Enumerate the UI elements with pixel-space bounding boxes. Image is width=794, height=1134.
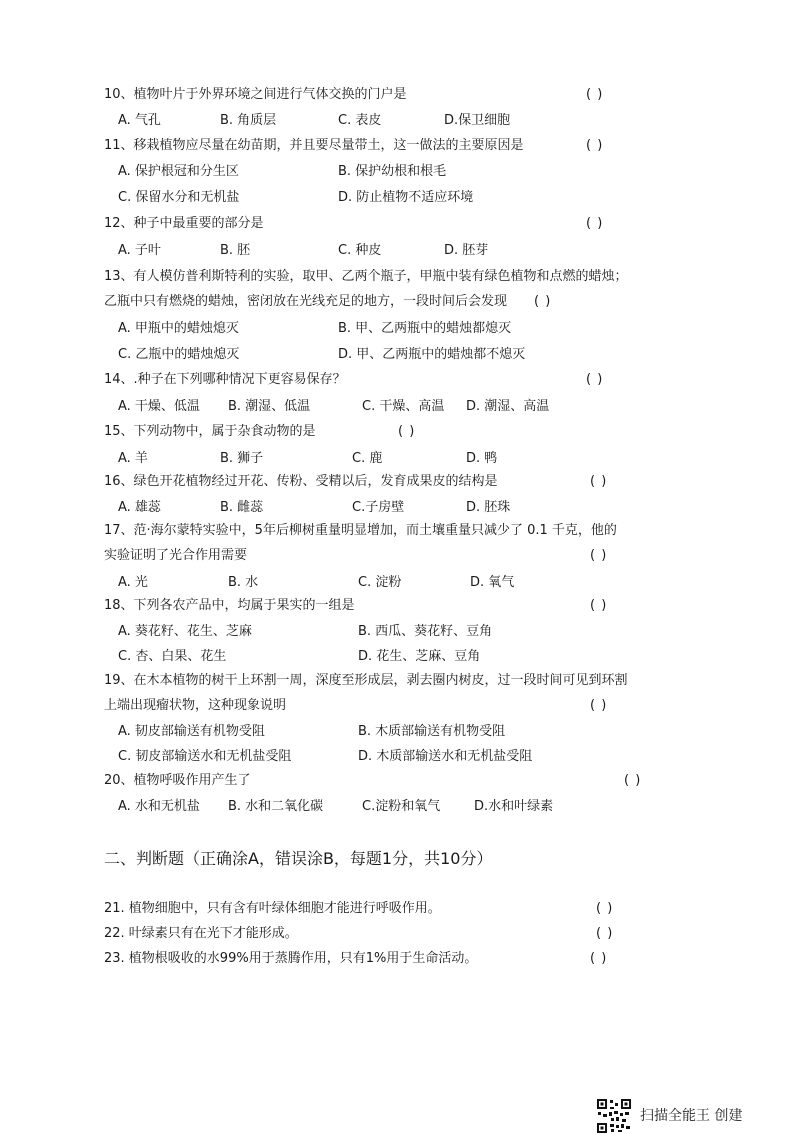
options-row bbox=[118, 497, 778, 519]
option-b: B. 西瓜、葵花籽、豆角 bbox=[358, 624, 493, 639]
option-b: B. 保护幼根和根毛 bbox=[338, 164, 447, 179]
question-stem: 18、下列各农产品中，均属于果实的一组是 bbox=[104, 598, 355, 613]
option-d: D. 花生、芝麻、豆角 bbox=[358, 649, 481, 664]
question-stem: 14、.种子在下列哪种情况下更容易保存？ bbox=[104, 372, 346, 387]
qr-code-icon bbox=[596, 1098, 632, 1134]
option-d: D. 胚珠 bbox=[466, 500, 511, 515]
options-row bbox=[118, 187, 778, 209]
options-row bbox=[118, 448, 778, 470]
option-b: B. 水和二氧化碳 bbox=[228, 799, 324, 814]
question-10 bbox=[104, 84, 764, 106]
options-row bbox=[118, 161, 778, 183]
judge-text: 23. 植物根吸收的水99%用于蒸腾作用，只有1%用于生命活动。 bbox=[104, 951, 478, 966]
options-row bbox=[118, 110, 778, 132]
option-d: D. 甲、乙两瓶中的蜡烛都不熄灭 bbox=[338, 347, 526, 362]
option-b: B. 水 bbox=[228, 575, 259, 590]
option-b: B. 狮子 bbox=[220, 451, 264, 466]
option-c: C.子房壁 bbox=[352, 500, 405, 515]
judge-text: 21. 植物细胞中，只有含有叶绿体细胞才能进行呼吸作用。 bbox=[104, 901, 441, 916]
question-11 bbox=[104, 135, 764, 157]
answer-paren: ( ) bbox=[586, 372, 604, 387]
option-d: D.水和叶绿素 bbox=[474, 799, 554, 814]
options-row bbox=[118, 746, 778, 768]
answer-paren: ( ) bbox=[586, 138, 604, 153]
option-a: A. 光 bbox=[118, 575, 148, 590]
option-a: A. 雄蕊 bbox=[118, 500, 161, 515]
option-b: B. 角质层 bbox=[220, 113, 277, 128]
answer-paren: ( ) bbox=[534, 294, 552, 309]
option-a: A. 气孔 bbox=[118, 113, 161, 128]
options-row bbox=[118, 646, 778, 668]
question-15 bbox=[104, 421, 764, 443]
option-a: A. 子叶 bbox=[118, 243, 161, 258]
question-12 bbox=[104, 213, 764, 235]
judge-item-22 bbox=[104, 923, 764, 945]
answer-paren: ( ) bbox=[590, 548, 608, 563]
option-b: B. 胚 bbox=[220, 243, 251, 258]
question-stem: 16、绿色开花植物经过开花、传粉、受精以后，发育成果皮的结构是 bbox=[104, 474, 498, 489]
option-d: D. 氧气 bbox=[470, 575, 515, 590]
option-a: A. 羊 bbox=[118, 451, 148, 466]
option-a: A. 水和无机盐 bbox=[118, 799, 200, 814]
question-stem: 12、种子中最重要的部分是 bbox=[104, 216, 264, 231]
question-stem-cont: 上端出现瘤状物，这种现象说明 bbox=[104, 698, 287, 713]
option-d: D. 胚芽 bbox=[444, 243, 489, 258]
option-d: D. 防止植物不适应环境 bbox=[338, 190, 474, 205]
watermark-text: 扫描全能王 创建 bbox=[640, 1108, 743, 1124]
question-13-cont bbox=[104, 291, 764, 313]
answer-paren: ( ) bbox=[596, 901, 614, 916]
question-stem: 17、范·海尔蒙特实验中，5年后柳树重量明显增加，而土壤重量只减少了 0.1 千克，他的 bbox=[104, 523, 617, 538]
options-row bbox=[118, 721, 778, 743]
answer-paren: ( ) bbox=[398, 424, 416, 439]
options-row bbox=[118, 318, 778, 340]
question-stem: 13、有人模仿普利斯特利的实验，取甲、乙两个瓶子，甲瓶中装有绿色植物和点燃的蜡烛； bbox=[104, 269, 628, 284]
scanner-watermark bbox=[596, 1098, 786, 1134]
option-c: C. 杏、白果、花生 bbox=[118, 649, 227, 664]
option-b: B. 木质部输送有机物受阻 bbox=[358, 724, 506, 739]
question-stem: 15、下列动物中，属于杂食动物的是 bbox=[104, 424, 316, 439]
option-c: C.淀粉和氧气 bbox=[362, 799, 441, 814]
answer-paren: ( ) bbox=[590, 698, 608, 713]
option-d: D. 鸭 bbox=[466, 451, 498, 466]
option-d: D. 木质部输送水和无机盐受阻 bbox=[358, 749, 533, 764]
option-b: B. 甲、乙两瓶中的蜡烛都熄灭 bbox=[338, 321, 512, 336]
question-stem-cont: 乙瓶中只有燃烧的蜡烛，密闭放在光线充足的地方，一段时间后会发现 bbox=[104, 294, 508, 309]
option-d: D.保卫细胞 bbox=[444, 113, 511, 128]
question-13 bbox=[104, 266, 764, 288]
option-c: C. 表皮 bbox=[338, 113, 382, 128]
question-18 bbox=[104, 595, 764, 617]
question-14 bbox=[104, 369, 764, 391]
judge-item-23 bbox=[104, 948, 764, 970]
answer-paren: ( ) bbox=[586, 216, 604, 231]
question-stem-cont: 实验证明了光合作用需要 bbox=[104, 548, 248, 563]
question-17-cont bbox=[104, 545, 764, 567]
option-c: C. 乙瓶中的蜡烛熄灭 bbox=[118, 347, 240, 362]
option-a: A. 保护根冠和分生区 bbox=[118, 164, 239, 179]
option-b: B. 雌蕊 bbox=[220, 500, 264, 515]
question-16 bbox=[104, 471, 764, 493]
answer-paren: ( ) bbox=[590, 474, 608, 489]
answer-paren: ( ) bbox=[624, 773, 642, 788]
option-c: C. 保留水分和无机盐 bbox=[118, 190, 240, 205]
option-a: A. 甲瓶中的蜡烛熄灭 bbox=[118, 321, 239, 336]
judge-item-21 bbox=[104, 898, 764, 920]
question-19 bbox=[104, 670, 764, 692]
option-c: C. 淀粉 bbox=[358, 575, 402, 590]
answer-paren: ( ) bbox=[596, 926, 614, 941]
section-title: 二、判断题（正确涂A，错误涂B，每题1分，共10分） bbox=[104, 849, 493, 868]
option-c: C. 种皮 bbox=[338, 243, 382, 258]
options-row bbox=[118, 396, 778, 418]
option-a: A. 韧皮部输送有机物受阻 bbox=[118, 724, 265, 739]
judge-text: 22. 叶绿素只有在光下才能形成。 bbox=[104, 926, 298, 941]
options-row bbox=[118, 572, 778, 594]
option-c: C. 韧皮部输送水和无机盐受阻 bbox=[118, 749, 292, 764]
question-19-cont bbox=[104, 695, 764, 717]
question-17 bbox=[104, 520, 764, 542]
option-b: B. 潮湿、低温 bbox=[228, 399, 311, 414]
options-row bbox=[118, 621, 778, 643]
options-row bbox=[118, 796, 778, 818]
question-stem: 10、植物叶片于外界环境之间进行气体交换的门户是 bbox=[104, 87, 407, 102]
options-row bbox=[118, 240, 778, 262]
option-a: A. 干燥、低温 bbox=[118, 399, 200, 414]
question-20 bbox=[104, 770, 764, 792]
answer-paren: ( ) bbox=[590, 951, 608, 966]
option-c: C. 干燥、高温 bbox=[362, 399, 445, 414]
answer-paren: ( ) bbox=[586, 87, 604, 102]
option-c: C. 鹿 bbox=[352, 451, 383, 466]
answer-paren: ( ) bbox=[590, 598, 608, 613]
option-d: D. 潮湿、高温 bbox=[466, 399, 550, 414]
options-row bbox=[118, 344, 778, 366]
question-stem: 11、移栽植物应尽量在幼苗期，并且要尽量带土，这一做法的主要原因是 bbox=[104, 138, 524, 153]
option-a: A. 葵花籽、花生、芝麻 bbox=[118, 624, 252, 639]
question-stem: 20、植物呼吸作用产生了 bbox=[104, 773, 251, 788]
question-stem: 19、在木本植物的树干上环割一周，深度至形成层，剥去圈内树皮，过一段时间可见到环割 bbox=[104, 673, 628, 688]
